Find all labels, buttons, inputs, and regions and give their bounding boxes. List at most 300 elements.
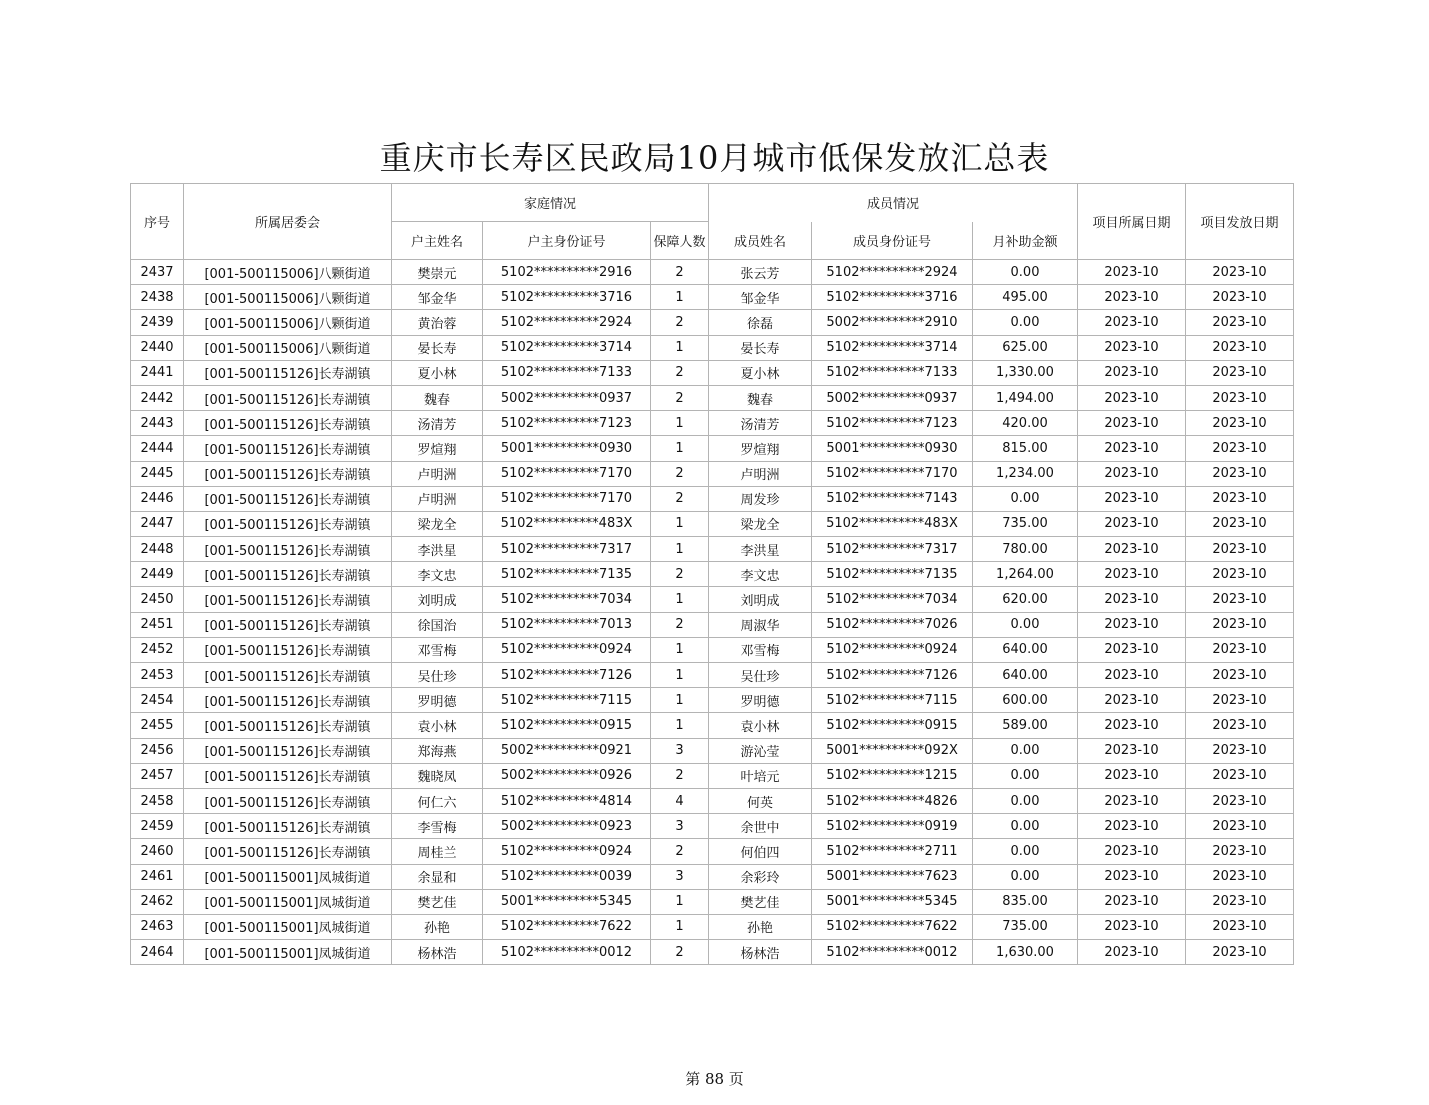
head-id-cell: 5102**********0915 [483, 713, 651, 738]
member-id-cell: 5102**********7026 [812, 612, 973, 637]
member-name-cell: 孙艳 [709, 914, 812, 939]
member-id-cell: 5102**********1215 [812, 763, 973, 788]
member-name-cell: 樊艺佳 [709, 889, 812, 914]
committee-cell: [001-500115126]长寿湖镇 [184, 511, 392, 536]
table-row [131, 335, 1294, 360]
head-name-cell: 袁小林 [392, 713, 483, 738]
member-id-cell: 5102**********7115 [812, 688, 973, 713]
seq-cell: 2462 [131, 889, 184, 914]
seq-cell: 2447 [131, 511, 184, 536]
amount-cell: 0.00 [973, 260, 1078, 285]
head-name-cell: 李文忠 [392, 562, 483, 587]
header-committee: 所属居委会 [184, 184, 392, 260]
belong-date-cell: 2023-10 [1078, 461, 1186, 486]
amount-cell: 815.00 [973, 436, 1078, 461]
amount-cell: 495.00 [973, 285, 1078, 310]
seq-cell: 2444 [131, 436, 184, 461]
head-name-cell: 刘明成 [392, 587, 483, 612]
head-id-cell: 5102**********7126 [483, 663, 651, 688]
table-row [131, 889, 1294, 914]
head-name-cell: 何仁六 [392, 788, 483, 813]
count-cell: 2 [651, 486, 709, 511]
head-id-cell: 5102**********483X [483, 511, 651, 536]
head-id-cell: 5102**********7135 [483, 562, 651, 587]
committee-cell: [001-500115126]长寿湖镇 [184, 738, 392, 763]
amount-cell: 835.00 [973, 889, 1078, 914]
amount-cell: 1,234.00 [973, 461, 1078, 486]
count-cell: 2 [651, 940, 709, 965]
member-name-cell: 何伯四 [709, 839, 812, 864]
member-name-cell: 晏长寿 [709, 335, 812, 360]
member-id-cell: 5102**********7126 [812, 663, 973, 688]
belong-date-cell: 2023-10 [1078, 537, 1186, 562]
count-cell: 4 [651, 788, 709, 813]
committee-cell: [001-500115001]凤城街道 [184, 889, 392, 914]
count-cell: 3 [651, 738, 709, 763]
count-cell: 1 [651, 713, 709, 738]
seq-cell: 2448 [131, 537, 184, 562]
issue-date-cell: 2023-10 [1186, 310, 1294, 335]
belong-date-cell: 2023-10 [1078, 411, 1186, 436]
table-row [131, 411, 1294, 436]
head-id-cell: 5102**********2924 [483, 310, 651, 335]
count-cell: 1 [651, 663, 709, 688]
head-name-cell: 罗明德 [392, 688, 483, 713]
member-id-cell: 5102**********7135 [812, 562, 973, 587]
head-name-cell: 夏小林 [392, 360, 483, 385]
member-id-cell: 5102**********483X [812, 511, 973, 536]
head-name-cell: 汤清芳 [392, 411, 483, 436]
member-name-cell: 余世中 [709, 814, 812, 839]
head-name-cell: 卢明洲 [392, 486, 483, 511]
count-cell: 2 [651, 562, 709, 587]
head-name-cell: 邓雪梅 [392, 637, 483, 662]
member-id-cell: 5002**********2910 [812, 310, 973, 335]
amount-cell: 1,264.00 [973, 562, 1078, 587]
amount-cell: 735.00 [973, 511, 1078, 536]
amount-cell: 0.00 [973, 763, 1078, 788]
seq-cell: 2452 [131, 637, 184, 662]
head-name-cell: 樊崇元 [392, 260, 483, 285]
member-id-cell: 5102**********7133 [812, 360, 973, 385]
header-member-group: 成员情况 [709, 184, 1078, 222]
head-id-cell: 5102**********0039 [483, 864, 651, 889]
committee-cell: [001-500115126]长寿湖镇 [184, 360, 392, 385]
table-row [131, 461, 1294, 486]
subsidy-table [130, 183, 1294, 965]
amount-cell: 0.00 [973, 486, 1078, 511]
committee-cell: [001-500115126]长寿湖镇 [184, 537, 392, 562]
belong-date-cell: 2023-10 [1078, 285, 1186, 310]
member-name-cell: 邓雪梅 [709, 637, 812, 662]
header-count: 保障人数 [651, 222, 709, 260]
header-member-id: 成员身份证号 [812, 222, 973, 260]
committee-cell: [001-500115001]凤城街道 [184, 914, 392, 939]
belong-date-cell: 2023-10 [1078, 940, 1186, 965]
belong-date-cell: 2023-10 [1078, 839, 1186, 864]
count-cell: 2 [651, 461, 709, 486]
committee-cell: [001-500115006]八颗街道 [184, 285, 392, 310]
table-body [131, 260, 1294, 965]
seq-cell: 2450 [131, 587, 184, 612]
table-row [131, 940, 1294, 965]
head-id-cell: 5102**********4814 [483, 788, 651, 813]
seq-cell: 2461 [131, 864, 184, 889]
seq-cell: 2458 [131, 788, 184, 813]
count-cell: 1 [651, 587, 709, 612]
amount-cell: 0.00 [973, 864, 1078, 889]
issue-date-cell: 2023-10 [1186, 285, 1294, 310]
committee-cell: [001-500115126]长寿湖镇 [184, 663, 392, 688]
count-cell: 2 [651, 360, 709, 385]
issue-date-cell: 2023-10 [1186, 587, 1294, 612]
count-cell: 1 [651, 889, 709, 914]
count-cell: 1 [651, 537, 709, 562]
belong-date-cell: 2023-10 [1078, 637, 1186, 662]
member-name-cell: 李洪星 [709, 537, 812, 562]
amount-cell: 0.00 [973, 738, 1078, 763]
issue-date-cell: 2023-10 [1186, 260, 1294, 285]
issue-date-cell: 2023-10 [1186, 688, 1294, 713]
head-id-cell: 5002**********0923 [483, 814, 651, 839]
member-name-cell: 张云芳 [709, 260, 812, 285]
count-cell: 2 [651, 260, 709, 285]
member-name-cell: 夏小林 [709, 360, 812, 385]
belong-date-cell: 2023-10 [1078, 511, 1186, 536]
header-amount: 月补助金额 [973, 222, 1078, 260]
head-id-cell: 5102**********0924 [483, 637, 651, 662]
member-name-cell: 叶培元 [709, 763, 812, 788]
amount-cell: 640.00 [973, 637, 1078, 662]
member-name-cell: 游沁莹 [709, 738, 812, 763]
committee-cell: [001-500115126]长寿湖镇 [184, 436, 392, 461]
table-header [131, 184, 1294, 260]
head-id-cell: 5102**********0012 [483, 940, 651, 965]
belong-date-cell: 2023-10 [1078, 763, 1186, 788]
issue-date-cell: 2023-10 [1186, 940, 1294, 965]
issue-date-cell: 2023-10 [1186, 335, 1294, 360]
seq-cell: 2440 [131, 335, 184, 360]
issue-date-cell: 2023-10 [1186, 914, 1294, 939]
table-row [131, 360, 1294, 385]
count-cell: 2 [651, 310, 709, 335]
issue-date-cell: 2023-10 [1186, 839, 1294, 864]
table-row [131, 587, 1294, 612]
member-id-cell: 5102**********7317 [812, 537, 973, 562]
table-row [131, 562, 1294, 587]
count-cell: 2 [651, 385, 709, 410]
belong-date-cell: 2023-10 [1078, 612, 1186, 637]
committee-cell: [001-500115126]长寿湖镇 [184, 763, 392, 788]
belong-date-cell: 2023-10 [1078, 788, 1186, 813]
head-name-cell: 余显和 [392, 864, 483, 889]
member-id-cell: 5002**********0937 [812, 385, 973, 410]
committee-cell: [001-500115126]长寿湖镇 [184, 562, 392, 587]
issue-date-cell: 2023-10 [1186, 436, 1294, 461]
member-id-cell: 5102**********7143 [812, 486, 973, 511]
header-family-group: 家庭情况 [392, 184, 709, 222]
member-id-cell: 5102**********7034 [812, 587, 973, 612]
header-member-name: 成员姓名 [709, 222, 812, 260]
head-id-cell: 5102**********2916 [483, 260, 651, 285]
belong-date-cell: 2023-10 [1078, 436, 1186, 461]
member-name-cell: 魏春 [709, 385, 812, 410]
table-row [131, 839, 1294, 864]
member-name-cell: 余彩玲 [709, 864, 812, 889]
head-name-cell: 吴仕珍 [392, 663, 483, 688]
head-id-cell: 5102**********7115 [483, 688, 651, 713]
member-id-cell: 5001**********092X [812, 738, 973, 763]
seq-cell: 2443 [131, 411, 184, 436]
committee-cell: [001-500115006]八颗街道 [184, 260, 392, 285]
belong-date-cell: 2023-10 [1078, 360, 1186, 385]
issue-date-cell: 2023-10 [1186, 562, 1294, 587]
table-row [131, 688, 1294, 713]
belong-date-cell: 2023-10 [1078, 385, 1186, 410]
issue-date-cell: 2023-10 [1186, 864, 1294, 889]
member-id-cell: 5001**********7623 [812, 864, 973, 889]
head-name-cell: 杨林浩 [392, 940, 483, 965]
head-name-cell: 徐国治 [392, 612, 483, 637]
table-row [131, 738, 1294, 763]
head-id-cell: 5102**********7622 [483, 914, 651, 939]
issue-date-cell: 2023-10 [1186, 461, 1294, 486]
seq-cell: 2438 [131, 285, 184, 310]
seq-cell: 2449 [131, 562, 184, 587]
belong-date-cell: 2023-10 [1078, 335, 1186, 360]
amount-cell: 780.00 [973, 537, 1078, 562]
head-name-cell: 魏晓凤 [392, 763, 483, 788]
member-id-cell: 5001**********5345 [812, 889, 973, 914]
belong-date-cell: 2023-10 [1078, 889, 1186, 914]
amount-cell: 625.00 [973, 335, 1078, 360]
amount-cell: 0.00 [973, 788, 1078, 813]
count-cell: 1 [651, 411, 709, 436]
header-seq: 序号 [131, 184, 184, 260]
amount-cell: 1,494.00 [973, 385, 1078, 410]
committee-cell: [001-500115006]八颗街道 [184, 310, 392, 335]
committee-cell: [001-500115126]长寿湖镇 [184, 587, 392, 612]
committee-cell: [001-500115126]长寿湖镇 [184, 612, 392, 637]
member-id-cell: 5001**********0930 [812, 436, 973, 461]
head-id-cell: 5102**********0924 [483, 839, 651, 864]
member-id-cell: 5102**********2711 [812, 839, 973, 864]
amount-cell: 0.00 [973, 612, 1078, 637]
member-id-cell: 5102**********3714 [812, 335, 973, 360]
seq-cell: 2460 [131, 839, 184, 864]
head-id-cell: 5001**********0930 [483, 436, 651, 461]
head-name-cell: 樊艺佳 [392, 889, 483, 914]
member-id-cell: 5102**********7123 [812, 411, 973, 436]
member-name-cell: 梁龙全 [709, 511, 812, 536]
seq-cell: 2441 [131, 360, 184, 385]
table-row [131, 713, 1294, 738]
member-id-cell: 5102**********4826 [812, 788, 973, 813]
committee-cell: [001-500115126]长寿湖镇 [184, 839, 392, 864]
member-id-cell: 5102**********7622 [812, 914, 973, 939]
seq-cell: 2453 [131, 663, 184, 688]
head-id-cell: 5102**********3716 [483, 285, 651, 310]
committee-cell: [001-500115126]长寿湖镇 [184, 637, 392, 662]
table-row [131, 788, 1294, 813]
issue-date-cell: 2023-10 [1186, 612, 1294, 637]
count-cell: 1 [651, 637, 709, 662]
head-name-cell: 李洪星 [392, 537, 483, 562]
seq-cell: 2439 [131, 310, 184, 335]
committee-cell: [001-500115126]长寿湖镇 [184, 486, 392, 511]
count-cell: 1 [651, 285, 709, 310]
member-name-cell: 邹金华 [709, 285, 812, 310]
member-name-cell: 罗明德 [709, 688, 812, 713]
table-row [131, 637, 1294, 662]
seq-cell: 2464 [131, 940, 184, 965]
issue-date-cell: 2023-10 [1186, 385, 1294, 410]
amount-cell: 0.00 [973, 814, 1078, 839]
page-number: 第 88 页 [685, 1070, 744, 1088]
issue-date-cell: 2023-10 [1186, 889, 1294, 914]
count-cell: 3 [651, 864, 709, 889]
head-id-cell: 5102**********7170 [483, 486, 651, 511]
committee-cell: [001-500115001]凤城街道 [184, 940, 392, 965]
committee-cell: [001-500115001]凤城街道 [184, 864, 392, 889]
member-id-cell: 5102**********2924 [812, 260, 973, 285]
member-name-cell: 汤清芳 [709, 411, 812, 436]
member-id-cell: 5102**********0012 [812, 940, 973, 965]
issue-date-cell: 2023-10 [1186, 537, 1294, 562]
belong-date-cell: 2023-10 [1078, 663, 1186, 688]
count-cell: 1 [651, 688, 709, 713]
seq-cell: 2463 [131, 914, 184, 939]
head-name-cell: 梁龙全 [392, 511, 483, 536]
seq-cell: 2437 [131, 260, 184, 285]
member-name-cell: 吴仕珍 [709, 663, 812, 688]
head-name-cell: 罗煊翔 [392, 436, 483, 461]
head-name-cell: 晏长寿 [392, 335, 483, 360]
header-issue-date: 项目发放日期 [1186, 184, 1294, 260]
belong-date-cell: 2023-10 [1078, 738, 1186, 763]
head-id-cell: 5102**********7170 [483, 461, 651, 486]
count-cell: 1 [651, 511, 709, 536]
table-row [131, 537, 1294, 562]
amount-cell: 1,330.00 [973, 360, 1078, 385]
count-cell: 1 [651, 335, 709, 360]
issue-date-cell: 2023-10 [1186, 663, 1294, 688]
seq-cell: 2459 [131, 814, 184, 839]
belong-date-cell: 2023-10 [1078, 688, 1186, 713]
table-row [131, 310, 1294, 335]
head-id-cell: 5102**********7133 [483, 360, 651, 385]
member-id-cell: 5102**********0924 [812, 637, 973, 662]
count-cell: 1 [651, 914, 709, 939]
seq-cell: 2457 [131, 763, 184, 788]
member-id-cell: 5102**********0919 [812, 814, 973, 839]
issue-date-cell: 2023-10 [1186, 637, 1294, 662]
member-id-cell: 5102**********7170 [812, 461, 973, 486]
head-name-cell: 卢明洲 [392, 461, 483, 486]
header-belong-date: 项目所属日期 [1078, 184, 1186, 260]
head-name-cell: 李雪梅 [392, 814, 483, 839]
header-head-name: 户主姓名 [392, 222, 483, 260]
seq-cell: 2446 [131, 486, 184, 511]
belong-date-cell: 2023-10 [1078, 864, 1186, 889]
seq-cell: 2456 [131, 738, 184, 763]
member-name-cell: 袁小林 [709, 713, 812, 738]
table-row [131, 914, 1294, 939]
count-cell: 3 [651, 814, 709, 839]
table-row [131, 486, 1294, 511]
member-name-cell: 杨林浩 [709, 940, 812, 965]
amount-cell: 0.00 [973, 310, 1078, 335]
seq-cell: 2451 [131, 612, 184, 637]
belong-date-cell: 2023-10 [1078, 486, 1186, 511]
member-name-cell: 徐磊 [709, 310, 812, 335]
head-name-cell: 郑海燕 [392, 738, 483, 763]
head-name-cell: 孙艳 [392, 914, 483, 939]
committee-cell: [001-500115126]长寿湖镇 [184, 411, 392, 436]
head-id-cell: 5002**********0937 [483, 385, 651, 410]
belong-date-cell: 2023-10 [1078, 914, 1186, 939]
header-head-id: 户主身份证号 [483, 222, 651, 260]
head-id-cell: 5102**********7034 [483, 587, 651, 612]
table-row [131, 864, 1294, 889]
issue-date-cell: 2023-10 [1186, 713, 1294, 738]
page-title: 重庆市长寿区民政局10月城市低保发放汇总表 [379, 139, 1050, 177]
amount-cell: 1,630.00 [973, 940, 1078, 965]
table-row [131, 385, 1294, 410]
belong-date-cell: 2023-10 [1078, 587, 1186, 612]
table-row [131, 763, 1294, 788]
head-id-cell: 5102**********7013 [483, 612, 651, 637]
member-id-cell: 5102**********0915 [812, 713, 973, 738]
issue-date-cell: 2023-10 [1186, 738, 1294, 763]
table-row [131, 511, 1294, 536]
committee-cell: [001-500115126]长寿湖镇 [184, 385, 392, 410]
amount-cell: 0.00 [973, 839, 1078, 864]
issue-date-cell: 2023-10 [1186, 486, 1294, 511]
count-cell: 1 [651, 436, 709, 461]
head-id-cell: 5002**********0926 [483, 763, 651, 788]
head-id-cell: 5102**********3714 [483, 335, 651, 360]
seq-cell: 2445 [131, 461, 184, 486]
issue-date-cell: 2023-10 [1186, 788, 1294, 813]
committee-cell: [001-500115006]八颗街道 [184, 335, 392, 360]
head-name-cell: 魏春 [392, 385, 483, 410]
seq-cell: 2442 [131, 385, 184, 410]
member-name-cell: 罗煊翔 [709, 436, 812, 461]
member-name-cell: 李文忠 [709, 562, 812, 587]
committee-cell: [001-500115126]长寿湖镇 [184, 688, 392, 713]
committee-cell: [001-500115126]长寿湖镇 [184, 461, 392, 486]
issue-date-cell: 2023-10 [1186, 411, 1294, 436]
head-name-cell: 邹金华 [392, 285, 483, 310]
issue-date-cell: 2023-10 [1186, 511, 1294, 536]
committee-cell: [001-500115126]长寿湖镇 [184, 814, 392, 839]
table-row [131, 260, 1294, 285]
head-id-cell: 5002**********0921 [483, 738, 651, 763]
amount-cell: 640.00 [973, 663, 1078, 688]
head-name-cell: 周桂兰 [392, 839, 483, 864]
belong-date-cell: 2023-10 [1078, 562, 1186, 587]
count-cell: 2 [651, 612, 709, 637]
member-name-cell: 周淑华 [709, 612, 812, 637]
amount-cell: 600.00 [973, 688, 1078, 713]
table-row [131, 285, 1294, 310]
table-row [131, 436, 1294, 461]
count-cell: 2 [651, 763, 709, 788]
head-id-cell: 5102**********7317 [483, 537, 651, 562]
committee-cell: [001-500115126]长寿湖镇 [184, 713, 392, 738]
belong-date-cell: 2023-10 [1078, 310, 1186, 335]
